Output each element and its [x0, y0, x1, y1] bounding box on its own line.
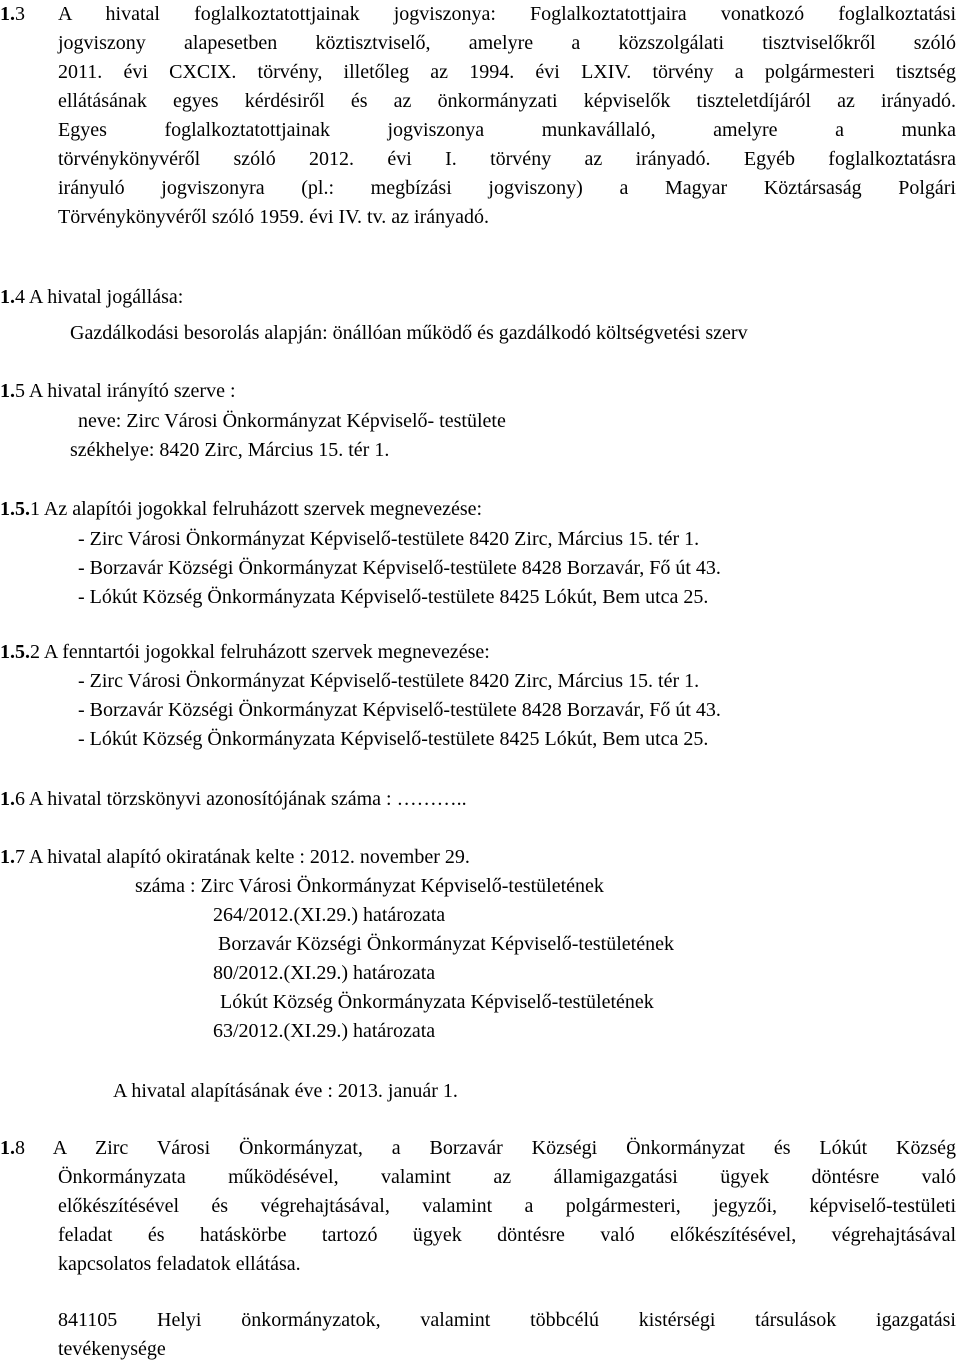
section-1-7-number-line: Borzavár Községi Önkormányzat Képviselő-testületének: [218, 933, 674, 955]
section-1-8-line-3: előkészítésével és végrehajtásával, valamint a polgármesteri, jegyzői, képviselő-testületi: [58, 1195, 956, 1217]
section-1-8-line-5: kapcsolatos feladatok ellátása.: [58, 1253, 301, 1275]
section-1-7-number-line: Lókút Község Önkormányzata Képviselő-testületének: [220, 991, 654, 1013]
section-1-7-number-line: 80/2012.(XI.29.) határozata: [213, 962, 436, 984]
section-1-3-line-4: ellátásának egyes kérdésiről és az önkormányzati képviselők tiszteletdíjáról az irányadó.: [58, 90, 956, 112]
section-1-4-heading: 1.4 A hivatal jogállása:: [0, 286, 184, 308]
section-1-3-line-8: Törvénykönyvéről szóló 1959. évi IV. tv. az irányadó.: [58, 206, 490, 228]
section-1-3-line-7: irányuló jogviszonyra (pl.: megbízási jogviszony) a Magyar Köztársaság Polgári: [58, 177, 956, 199]
section-1-5-2-item: - Lókút Község Önkormányzata Képviselő-testülete 8425 Lókút, Bem utca 25.: [78, 728, 709, 750]
section-1-5-name: neve: Zirc Városi Önkormányzat Képviselő- testülete: [78, 410, 506, 432]
section-1-5-2-item: - Zirc Városi Önkormányzat Képviselő-testülete 8420 Zirc, Március 15. tér 1.: [78, 670, 700, 692]
section-1-3-line-2: jogviszony alapesetben köztisztviselő, amelyre a közszolgálati tisztviselőkről szóló: [58, 32, 956, 54]
section-1-8-line-1: 1.8 A Zirc Városi Önkormányzat, a Borzavár Községi Önkormányzat és Lókút Község: [0, 1137, 956, 1159]
section-1-7-heading: 1.7 A hivatal alapító okiratának kelte : 2012. november 29.: [0, 846, 470, 868]
section-1-5-1-item: - Zirc Városi Önkormányzat Képviselő-testülete 8420 Zirc, Március 15. tér 1.: [78, 528, 700, 550]
section-1-8-line-2: Önkormányzata működésével, valamint az államigazgatási ügyek döntésre való: [58, 1166, 956, 1188]
activity-code-line-1: 841105 Helyi önkormányzatok, valamint többcélú kistérségi társulások igazgatási: [58, 1309, 956, 1331]
section-1-7-number-line: 264/2012.(XI.29.) határozata: [213, 904, 446, 926]
section-1-4-value: Gazdálkodási besorolás alapján: önállóan működő és gazdálkodó költségvetési szerv: [70, 322, 748, 344]
section-1-7-founding-year: A hivatal alapításának éve : 2013. január 1.: [113, 1080, 458, 1102]
section-1-3-line-3: 2011. évi CXCIX. törvény, illetőleg az 1994. évi LXIV. törvény a polgármesteri tisztség: [58, 61, 956, 83]
section-1-8-line-4: feladat és hatáskörbe tartozó ügyek döntésre való előkészítésével, végrehajtásával: [58, 1224, 956, 1246]
section-1-5-1-heading: 1.5.1 Az alapítói jogokkal felruházott szervek megnevezése:: [0, 498, 483, 520]
section-1-7-number-line: 63/2012.(XI.29.) határozata: [213, 1020, 436, 1042]
section-1-5-2-heading: 1.5.2 A fenntartói jogokkal felruházott szervek megnevezése:: [0, 641, 490, 663]
section-1-3-line-6: törvénykönyvéről szóló 2012. évi I. törvény az irányadó. Egyéb foglalkoztatásra: [58, 148, 956, 170]
section-1-3-line-1: 1.3 A hivatal foglalkoztatottjainak jogviszonya: Foglalkoztatottjaira vonatkozó foglalkoztatási: [0, 3, 956, 25]
section-1-6-heading: 1.6 A hivatal törzskönyvi azonosítójának száma : ………..: [0, 788, 467, 810]
section-1-3-line-5: Egyes foglalkoztatottjainak jogviszonya munkavállaló, amelyre a munka: [58, 119, 956, 141]
section-1-5-heading: 1.5 A hivatal irányító szerve :: [0, 380, 236, 402]
section-1-5-2-item: - Borzavár Községi Önkormányzat Képviselő-testülete 8428 Borzavár, Fő út 43.: [78, 699, 721, 721]
section-1-5-1-item: - Borzavár Községi Önkormányzat Képviselő-testülete 8428 Borzavár, Fő út 43.: [78, 557, 721, 579]
section-1-5-seat: székhelye: 8420 Zirc, Március 15. tér 1.: [70, 439, 390, 461]
activity-code-line-2: tevékenysége: [58, 1338, 166, 1360]
section-1-7-number-line: száma : Zirc Városi Önkormányzat Képviselő-testületének: [135, 875, 604, 897]
section-1-5-1-item: - Lókút Község Önkormányzata Képviselő-testülete 8425 Lókút, Bem utca 25.: [78, 586, 709, 608]
